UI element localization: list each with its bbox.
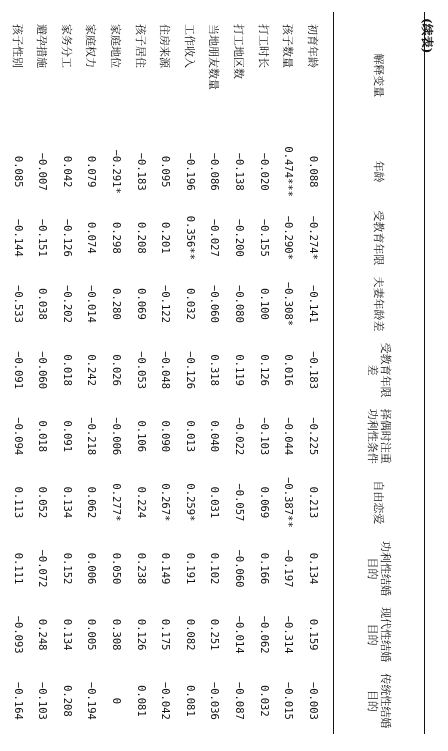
table-cell: 0.106 [134, 420, 147, 453]
table-cell: −0.218 [85, 417, 98, 456]
table-cell: 0.251 [208, 618, 221, 651]
table-cell: −0.015 [282, 681, 295, 720]
table-cell: 0.013 [183, 420, 196, 453]
table-cell: −0.048 [159, 351, 172, 390]
table-cell: −0.060 [232, 549, 245, 588]
table-cell: 0.201 [159, 222, 172, 254]
table-cell: 0.213 [306, 486, 319, 519]
table-cell: −0.072 [36, 549, 49, 588]
table-row [0, 12, 30, 734]
table-cell: −0.027 [208, 218, 221, 257]
row-label: 避孕措施 [35, 24, 49, 68]
table-cell: 0.242 [85, 354, 98, 386]
table-cell: 0.474*** [282, 146, 295, 197]
table-cell: 0.175 [159, 618, 172, 651]
table-cell: −0.093 [0, 602, 30, 668]
row-label: 工作收入 [182, 24, 196, 68]
table-cell: 0.224 [134, 486, 147, 519]
table-cell: 0.126 [257, 354, 270, 386]
table-cell: 0.018 [60, 354, 73, 386]
table-cell: −0.197 [282, 549, 295, 588]
row-label: 打工时长 [256, 24, 270, 68]
table-cell: 0.079 [85, 155, 98, 188]
table-cell: −0.060 [208, 285, 221, 323]
row-label: 家务分工 [59, 24, 73, 68]
table-cell: −0.164 [0, 668, 30, 734]
table-header-row [334, 12, 425, 734]
table-cell: −0.080 [232, 285, 245, 323]
table-cell: −0.091 [0, 337, 30, 403]
row-label: 孩子性别 [0, 12, 30, 139]
row-label: 住房来源 [158, 24, 172, 68]
table-cell: 0.280 [109, 288, 122, 320]
table-cell: −0.036 [208, 681, 221, 720]
table-cell: −0.057 [232, 483, 245, 522]
column-header: 夫妻年龄差 [334, 271, 425, 337]
table-cell: 0.208 [60, 685, 73, 717]
table-cell: 0.088 [306, 155, 319, 188]
table-cell: 0.277* [109, 483, 122, 522]
table-cell: 0.069 [134, 288, 147, 320]
table-cell: 0.074 [85, 222, 98, 254]
table-cell: 0.006 [85, 552, 98, 585]
table-cell: 0.018 [36, 420, 49, 453]
table-cell: −0.183 [306, 351, 319, 390]
table-cell: −0.314 [282, 615, 295, 654]
table-cell: −0.006 [109, 417, 122, 456]
table-cell: 0.308 [109, 618, 122, 651]
correlation-table [0, 12, 425, 734]
table-cell: −0.053 [134, 351, 147, 390]
row-label: 孩子数量 [281, 24, 295, 68]
table-row [227, 12, 252, 734]
table-cell: 0.031 [208, 486, 221, 519]
table-cell: −0.274* [306, 215, 319, 260]
table-cell: 0.062 [85, 486, 98, 519]
column-header: 年龄 [334, 139, 425, 205]
table-cell: −0.020 [257, 152, 270, 191]
table-cell: 0.238 [134, 552, 147, 585]
table-cell: −0.533 [0, 271, 30, 337]
table-cell: −0.290* [282, 215, 295, 260]
table-cell: 0 [109, 697, 122, 705]
table-cell: 0.100 [257, 288, 270, 320]
table-cell: −0.042 [159, 681, 172, 720]
table-cell: 0.042 [60, 155, 73, 188]
table-cell: −0.138 [232, 152, 245, 191]
rotated-table-container [10, 12, 425, 734]
table-cell: −0.003 [306, 681, 319, 720]
table-cell: −0.141 [306, 285, 319, 323]
table-cell: 0.032 [183, 288, 196, 320]
row-label: 当地朋友数量 [207, 24, 221, 90]
table-cell: 0.050 [109, 552, 122, 585]
table-cell: −0.126 [60, 218, 73, 257]
table-cell: 0.095 [159, 155, 172, 188]
continued-table-label: (续表) [420, 18, 434, 54]
row-label: 孩子居住 [133, 24, 147, 68]
table-cell: 0.152 [60, 552, 73, 585]
table-cell: −0.103 [36, 681, 49, 720]
row-label: 初育年龄 [305, 24, 319, 68]
table-cell: −0.060 [36, 351, 49, 390]
table-cell: 0.026 [109, 354, 122, 386]
table-cell: −0.014 [85, 285, 98, 323]
table-cell: 0.208 [134, 222, 147, 254]
table-cell: 0.081 [134, 685, 147, 717]
table-cell: −0.155 [257, 218, 270, 257]
table-cell: 0.166 [257, 552, 270, 585]
table-cell: −0.291* [109, 149, 122, 194]
table-cell: 0.082 [183, 618, 196, 651]
table-cell: −0.103 [257, 417, 270, 456]
table-cell: 0.038 [36, 288, 49, 320]
table-cell: 0.032 [257, 685, 270, 717]
table-cell: 0.090 [159, 420, 172, 453]
table-cell: 0.126 [134, 618, 147, 651]
table-cell: 0.149 [159, 552, 172, 585]
table-row [104, 12, 129, 734]
table-cell: −0.196 [183, 152, 196, 191]
table-cell: −0.126 [183, 351, 196, 390]
row-label: 家庭地位 [108, 24, 122, 68]
column-header: 功利性结婚目的 [334, 535, 425, 601]
table-row [54, 12, 79, 734]
table-cell: 0.111 [0, 535, 30, 601]
column-header: 传统性结婚目的 [334, 668, 425, 734]
column-header: 受教育年限差 [334, 337, 425, 403]
table-cell: 0.159 [306, 618, 319, 651]
header-explanatory-variable: 解释变量 [334, 12, 425, 139]
column-header: 受教育年限 [334, 205, 425, 271]
table-cell: −0.044 [282, 417, 295, 456]
table-cell: −0.086 [208, 152, 221, 191]
table-cell: −0.387** [282, 477, 295, 528]
table-cell: 0.069 [257, 486, 270, 519]
table-cell: −0.308* [282, 281, 295, 327]
table-cell: 0.119 [232, 354, 245, 386]
table-cell: −0.225 [306, 417, 319, 456]
table-body [0, 12, 334, 734]
table-cell: 0.318 [208, 354, 221, 386]
table-cell: −0.007 [36, 152, 49, 191]
table-cell: 0.134 [306, 552, 319, 585]
table-cell: −0.014 [232, 615, 245, 654]
table-cell: 0.085 [0, 139, 30, 205]
row-label: 家庭权力 [84, 24, 98, 68]
table-row [153, 12, 178, 734]
table-row [276, 12, 301, 734]
column-header: 自由恋爱 [334, 469, 425, 535]
table-cell: −0.022 [232, 417, 245, 456]
table-cell: 0.356** [183, 215, 196, 260]
table-row [251, 12, 276, 734]
table-cell: −0.200 [232, 218, 245, 257]
table-cell: 0.005 [85, 618, 98, 651]
table-cell: −0.194 [85, 681, 98, 720]
table-cell: −0.122 [159, 285, 172, 323]
column-header: 现代性结婚目的 [334, 602, 425, 668]
table-cell: 0.102 [208, 552, 221, 585]
table-cell: 0.113 [0, 469, 30, 535]
table-cell: 0.081 [183, 685, 196, 717]
table-cell: −0.094 [0, 403, 30, 469]
table-cell: 0.052 [36, 486, 49, 519]
row-label: 打工地区数 [231, 24, 245, 79]
table-cell: −0.144 [0, 205, 30, 271]
table-cell: 0.134 [60, 486, 73, 519]
table-cell: 0.016 [282, 354, 295, 386]
table-cell: 0.267* [159, 483, 172, 522]
table-row [30, 12, 55, 734]
table-row [128, 12, 153, 734]
table-cell: 0.259* [183, 483, 196, 522]
table-cell: −0.183 [134, 152, 147, 191]
table-row [177, 12, 202, 734]
table-cell: 0.248 [36, 618, 49, 651]
table-cell: 0.134 [60, 618, 73, 651]
table-row [79, 12, 104, 734]
table-row [300, 12, 333, 734]
table-cell: −0.202 [60, 285, 73, 323]
table-cell: 0.091 [60, 420, 73, 453]
table-cell: 0.040 [208, 420, 221, 453]
table-cell: −0.087 [232, 681, 245, 720]
table-row [202, 12, 227, 734]
table-cell: 0.298 [109, 222, 122, 254]
table-cell: −0.062 [257, 615, 270, 654]
table-cell: 0.191 [183, 552, 196, 585]
column-header: 择偶时注重功利性条件 [334, 403, 425, 469]
table-cell: −0.151 [36, 218, 49, 257]
